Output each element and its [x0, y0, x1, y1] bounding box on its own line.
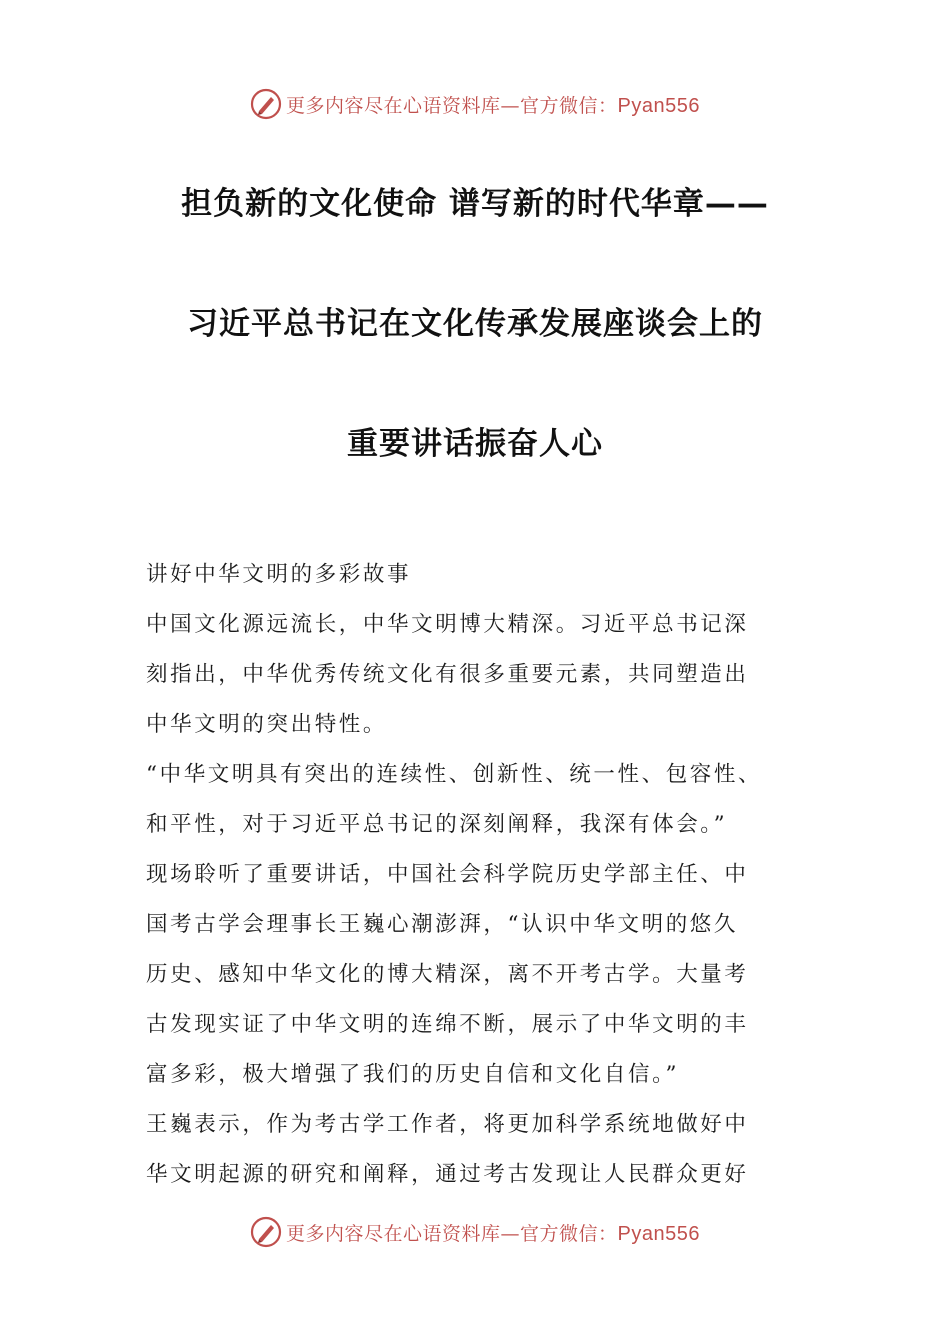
body-line: 古发现实证了中华文明的连绵不断，展示了中华文明的丰 — [146, 1012, 749, 1037]
pen-logo-icon — [250, 1216, 282, 1248]
body-line: “中华文明具有突出的连续性、创新性、统一性、包容性、 — [146, 762, 763, 787]
watermark-text: 更多内容尽在心语资料库—官方微信： — [286, 1222, 618, 1245]
document-title-line-3: 重要讲话振奋人心 — [347, 426, 603, 462]
document-title-line-1: 担负新的文化使命 谱写新的时代华章—— — [181, 186, 769, 222]
document-title-line-2: 习近平总书记在文化传承发展座谈会上的 — [187, 306, 763, 342]
watermark-text: 更多内容尽在心语资料库—官方微信： — [286, 94, 618, 117]
body-line: 现场聆听了重要讲话，中国社会科学院历史学部主任、中 — [146, 862, 749, 887]
body-line: 王巍表示，作为考古学工作者，将更加科学系统地做好中 — [146, 1112, 749, 1137]
watermark-handle: Pyan556 — [617, 94, 700, 117]
watermark-header — [0, 84, 950, 124]
section-heading: 讲好中华文明的多彩故事 — [146, 562, 412, 587]
body-line: 刻指出，中华优秀传统文化有很多重要元素，共同塑造出 — [146, 662, 749, 687]
body-line: 富多彩，极大增强了我们的历史自信和文化自信。” — [146, 1062, 680, 1087]
pen-logo-icon — [250, 88, 282, 120]
watermark-handle: Pyan556 — [617, 1222, 700, 1245]
document-body — [146, 550, 808, 1200]
body-line: 华文明起源的研究和阐释，通过考古发现让人民群众更好 — [146, 1162, 749, 1187]
body-line: 中国文化源远流长，中华文明博大精深。习近平总书记深 — [146, 612, 749, 637]
body-line: 中华文明的突出特性。 — [146, 712, 388, 737]
body-line: 和平性，对于习近平总书记的深刻阐释，我深有体会。” — [146, 812, 728, 837]
body-line: 历史、感知中华文化的博大精深，离不开考古学。大量考 — [146, 962, 749, 987]
body-line: 国考古学会理事长王巍心潮澎湃，“认识中华文明的悠久 — [146, 912, 738, 937]
watermark-footer — [0, 1212, 950, 1252]
